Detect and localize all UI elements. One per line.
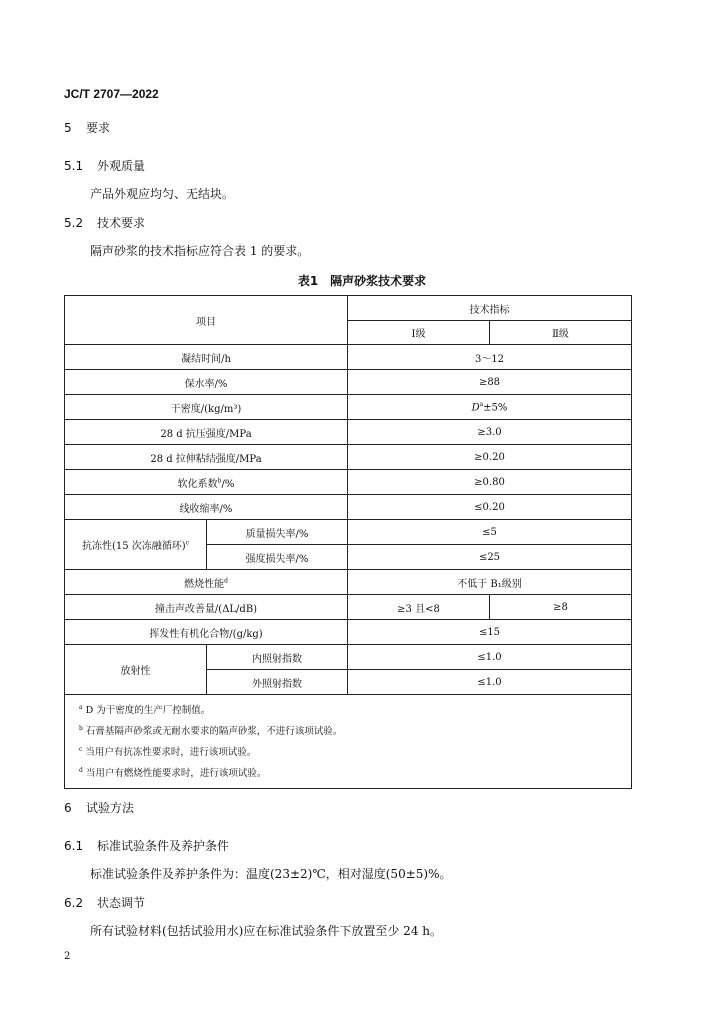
table-row [65,495,632,520]
note-text: D 为干密度的生产厂控制值。 [85,705,211,717]
table-row [65,470,632,495]
row-value [348,395,632,420]
label-text: 软化系数 [177,478,218,490]
row-value-grade2: ≥8 [490,595,632,620]
table-head-grade1: Ⅰ级 [348,321,490,345]
density-tolerance: ±5% [483,402,508,414]
section-5-heading [64,119,110,136]
table-note [79,699,623,720]
table-row [65,595,632,620]
row-label: 28 d 拉伸粘结强度/MPa [65,445,348,470]
label-text: 抗冻性(15 次冻融循环) [81,541,186,552]
table-row [65,520,632,545]
table-row [65,395,632,420]
row-label [65,570,348,595]
row-label: 28 d 抗压强度/MPa [65,420,348,445]
sub-label: 质量损失率/% [207,520,348,545]
row-value: ≤5 [348,520,632,545]
table-row [65,570,632,595]
table-notes [65,695,632,789]
section-number: 5 [64,121,72,135]
row-label [65,520,207,570]
section-title: 要求 [86,121,111,135]
section-number: 6.2 [64,896,84,910]
row-label: 撞击声改善量/(ΔL/dB) [65,595,348,620]
row-value: ≥0.20 [348,445,632,470]
section-number: 5.1 [64,159,84,173]
note-text: 当用户有抗冻性要求时，进行该项试验。 [85,747,257,759]
row-value: ≤25 [348,545,632,570]
row-label: 线收缩率/% [65,495,348,520]
table-note [79,762,623,783]
section-title: 技术要求 [97,216,146,230]
footnote-mark: b [217,477,222,485]
section-6-1-heading [64,837,229,854]
row-value: ≤1.0 [348,645,632,670]
section-number: 5.2 [64,216,84,230]
table-row [65,370,632,395]
section-number: 6 [64,801,72,815]
section-6-1-text: 标准试验条件及养护条件为：温度(23±2)℃，相对湿度(50±5)%。 [90,867,452,881]
row-label: 放射性 [65,645,207,695]
table-row [65,420,632,445]
sub-label: 强度损失率/% [207,545,348,570]
row-value: ≥88 [348,370,632,395]
row-label: 挥发性有机化合物/(g/kg) [65,620,348,645]
table-head-grade2: Ⅱ级 [490,321,632,345]
table-note [79,741,623,762]
footnote-mark: b [79,725,83,733]
sub-label: 外照射指数 [207,670,348,695]
row-value: ≤15 [348,620,632,645]
note-text: 石膏基隔声砂浆或无耐水要求的隔声砂浆，不进行该项试验。 [85,726,343,738]
section-title: 试验方法 [86,801,135,815]
section-5-1-text: 产品外观应均匀、无结块。 [90,187,235,201]
footnote-mark: a [479,400,484,408]
section-title: 标准试验条件及养护条件 [97,839,230,853]
row-label: 干密度/(kg/m³) [65,395,348,420]
section-5-2-text: 隔声砂浆的技术指标应符合表 1 的要求。 [90,244,310,258]
table-caption: 表1 隔声砂浆技术要求 [297,274,427,288]
footnote-mark: a [79,704,83,711]
label-unit: /% [221,478,235,490]
section-5-1-heading [64,157,145,174]
spec-table [64,295,632,789]
footnote-mark: d [79,767,83,775]
table-row [65,620,632,645]
row-value: ≤0.20 [348,495,632,520]
section-number: 6.1 [64,839,84,853]
section-title: 外观质量 [97,159,146,173]
footnote-mark: d [224,577,228,585]
table-head-item: 项目 [65,296,348,345]
row-value: 不低于 B₁级别 [348,570,632,595]
row-value: 3～12 [348,345,632,370]
section-5-2-heading [64,214,145,231]
row-value: ≥3.0 [348,420,632,445]
sub-label: 内照射指数 [207,645,348,670]
section-6-heading [64,799,134,816]
table-row [65,445,632,470]
row-value-grade1: ≥3 且<8 [348,595,490,620]
document-header: JC/T 2707—2022 [64,87,159,101]
footnote-mark: c [185,539,190,547]
label-text: 燃烧性能 [184,578,225,590]
section-title: 状态调节 [97,896,146,910]
row-value: ≥0.80 [348,470,632,495]
section-6-2-heading [64,894,145,911]
row-label: 凝结时间/h [65,345,348,370]
row-label [65,470,348,495]
table-row [65,345,632,370]
density-symbol: D [471,402,480,414]
page-number: 2 [64,951,71,962]
table-row [65,645,632,670]
row-value: ≤1.0 [348,670,632,695]
note-text: 当用户有燃烧性能要求时，进行该项试验。 [85,768,267,780]
row-label: 保水率/% [65,370,348,395]
table-head-spec: 技术指标 [348,296,632,321]
section-6-2-text: 所有试验材料(包括试验用水)应在标准试验条件下放置至少 24 h。 [90,924,442,938]
footnote-mark: c [79,746,83,754]
table-note [79,720,623,741]
